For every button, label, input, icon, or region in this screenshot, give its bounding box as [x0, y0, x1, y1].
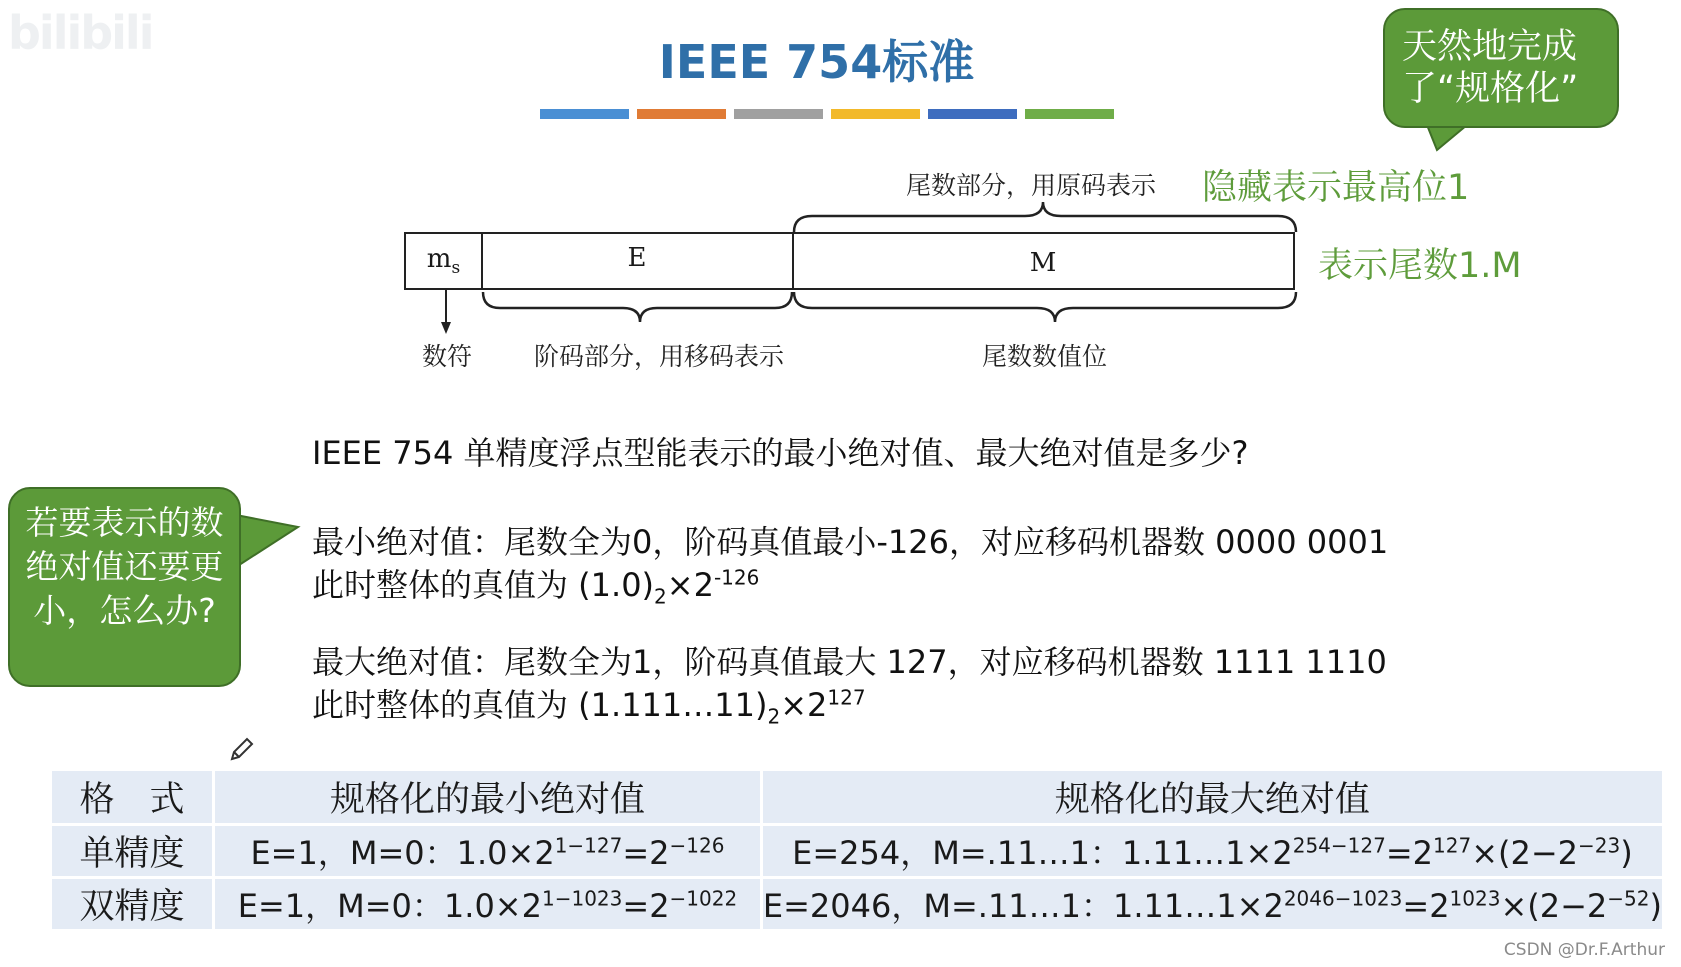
mantissa-part-label: 尾数部分，用原码表示	[906, 171, 1157, 200]
header-max: 规格化的最大绝对值	[761, 770, 1663, 825]
row-min	[214, 825, 762, 878]
max-exp: 254−127	[1292, 833, 1386, 858]
min-exp-result: −126	[669, 833, 725, 858]
callout-line-2: 了“规格化”	[1402, 69, 1579, 109]
normalized-range-table	[49, 768, 1665, 932]
max-value-exponent: 127	[827, 685, 866, 710]
sign-field-base: m	[426, 244, 452, 274]
min-value-prefix: 此时整体的真值为 (1.0)	[312, 566, 655, 604]
max-value-times: ×2	[780, 686, 828, 724]
max-text: E=254，M=.11…1：1.11…1×2	[792, 834, 1293, 872]
max-abs-value-line	[312, 680, 866, 729]
csdn-credit: CSDN @Dr.F.Arthur	[1503, 940, 1665, 960]
max-factor-exp: −23	[1578, 833, 1621, 858]
mantissa-bits-label: 尾数数值位	[982, 342, 1108, 371]
row-format: 单精度	[51, 825, 214, 878]
max-exp-result: 1023	[1449, 886, 1501, 911]
min-exp: 1−1023	[541, 886, 623, 911]
pencil-icon	[228, 735, 256, 763]
row-format: 双精度	[51, 878, 214, 931]
table-row	[51, 825, 1664, 878]
header-format: 格 式	[51, 770, 214, 825]
max-factor: ×(2−2	[1500, 887, 1608, 925]
max-exp: 2046−1023	[1283, 886, 1403, 911]
hidden-bit-note: 隐藏表示最高位1	[1202, 168, 1470, 208]
sign-field-sub: s	[451, 258, 461, 279]
callout-left-pointer	[234, 505, 304, 575]
exponent-field: E	[481, 232, 794, 290]
min-eq: =2	[622, 887, 670, 925]
question-text: IEEE 754 单精度浮点型能表示的最小绝对值、最大绝对值是多少?	[312, 434, 1249, 472]
callout-smaller-question: 若要表示的数绝对值还要更小，怎么办?	[8, 487, 241, 687]
mantissa-1m-note: 表示尾数1.M	[1318, 246, 1522, 286]
max-text: E=2046，M=.11…1：1.11…1×2	[762, 887, 1284, 925]
exponent-part-label: 阶码部分，用移码表示	[534, 342, 785, 371]
table-row	[51, 878, 1664, 931]
max-close: )	[1649, 887, 1662, 925]
min-eq: =2	[622, 834, 670, 872]
callout-line-1: 天然地完成	[1402, 27, 1578, 67]
row-max	[761, 878, 1663, 931]
mantissa-field: M	[792, 232, 1295, 290]
max-exp-result: 127	[1433, 833, 1472, 858]
sign-label: 数符	[422, 342, 473, 371]
max-factor-exp: −52	[1607, 886, 1650, 911]
max-value-prefix: 此时整体的真值为 (1.111…11)	[312, 686, 768, 724]
min-abs-value-line	[312, 560, 760, 609]
sign-arrowhead	[441, 322, 451, 334]
max-eq: =2	[1385, 834, 1433, 872]
slide-title: IEEE 754标准	[658, 35, 975, 89]
min-exp-result: −1022	[669, 886, 738, 911]
mantissa-bottom-brace	[794, 292, 1296, 322]
min-value-exponent: -126	[713, 565, 760, 590]
max-value-base: 2	[767, 704, 781, 729]
max-eq: =2	[1402, 887, 1450, 925]
max-abs-line: 最大绝对值：尾数全为1，阶码真值最大 127，对应移码机器数 1111 1110	[312, 643, 1387, 681]
min-abs-line: 最小绝对值：尾数全为0，阶码真值最小-126，对应移码机器数 0000 0001	[312, 523, 1389, 561]
header-min: 规格化的最小绝对值	[214, 770, 762, 825]
max-close: )	[1620, 834, 1633, 872]
row-min	[214, 878, 762, 931]
min-text: E=1，M=0：1.0×2	[237, 887, 542, 925]
min-exp: 1−127	[554, 833, 623, 858]
table-header-row	[51, 770, 1664, 825]
min-value-times: ×2	[666, 566, 714, 604]
max-factor: ×(2−2	[1471, 834, 1579, 872]
min-value-base: 2	[654, 584, 667, 609]
min-text: E=1，M=0：1.0×2	[250, 834, 555, 872]
bilibili-watermark: bilibili	[8, 6, 153, 60]
row-max	[761, 825, 1663, 878]
exponent-bottom-brace	[483, 292, 792, 322]
